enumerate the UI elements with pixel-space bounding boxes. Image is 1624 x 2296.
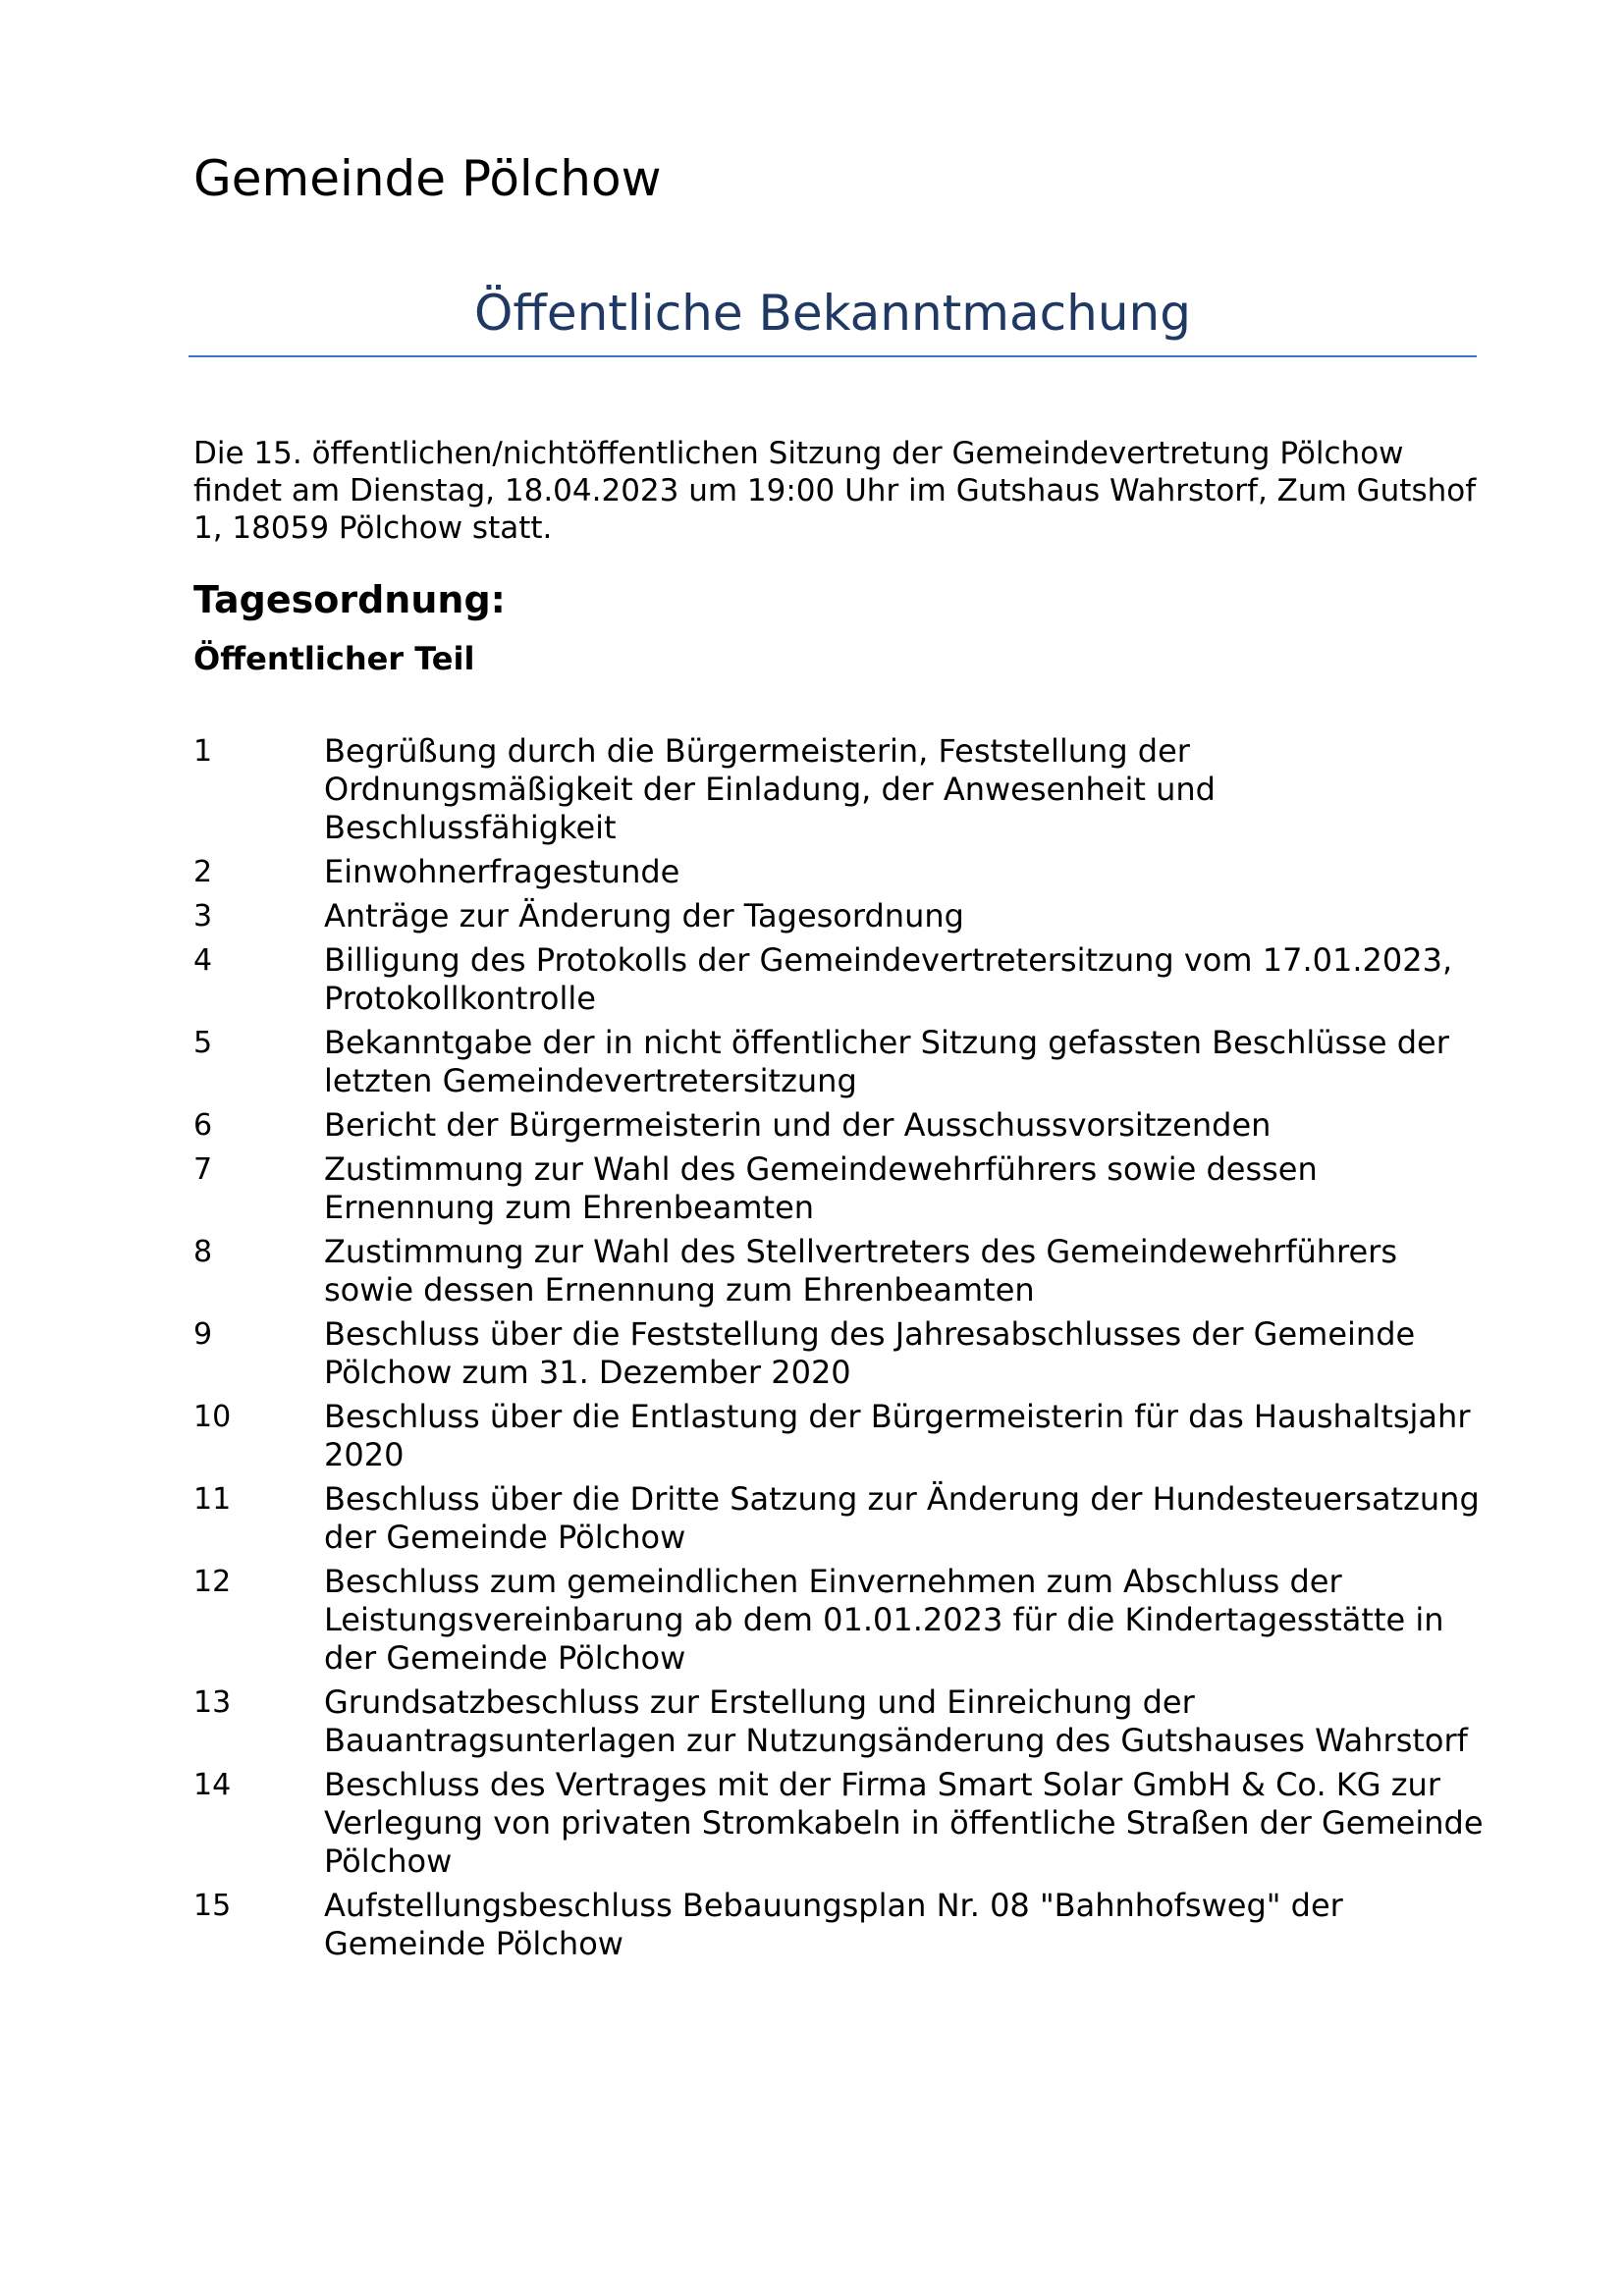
agenda-item — [193, 1024, 1489, 1100]
agenda-item — [193, 853, 1489, 891]
agenda-item-text: Begrüßung durch die Bürgermeisterin, Feststellung der Ordnungsmäßigkeit der Einladung, der Anwesenheit und Beschlussfähigkeit — [324, 732, 1216, 846]
agenda-item-number: 4 — [193, 943, 213, 978]
agenda-item — [193, 1563, 1489, 1678]
agenda-item-text: Zustimmung zur Wahl des Stellvertreters des Gemeindewehrführers sowie dessen Ernennung zum Ehrenbeamten — [324, 1233, 1397, 1308]
agenda-item-number: 15 — [193, 1889, 232, 1923]
agenda-item — [193, 732, 1489, 847]
agenda-item-text: Beschluss zum gemeindlichen Einvernehmen zum Abschluss der Leistungsvereinbarung ab dem 01.01.2023 für die Kindertagesstätte in der Gemeinde Pölchow — [324, 1563, 1444, 1677]
agenda-item — [193, 1398, 1489, 1474]
intro-paragraph: Die 15. öffentlichen/nichtöffentlichen Sitzung der Gemeindevertretung Pölchow findet am Dienstag, 18.04.2023 um 19:00 Uhr im Gutshaus Wahrstorf, Zum Gutshof 1, 18059 Pölchow statt. — [193, 436, 1477, 546]
agenda-item-number: 6 — [193, 1108, 213, 1143]
agenda-item-text: Grundsatzbeschluss zur Erstellung und Einreichung der Bauantragsunterlagen zur Nutzungsänderung des Gutshauses Wahrstorf — [324, 1683, 1468, 1759]
agenda-item — [193, 1480, 1489, 1557]
agenda-item-number: 7 — [193, 1152, 213, 1187]
agenda-item-text: Zustimmung zur Wahl des Gemeindewehrführers sowie dessen Ernennung zum Ehrenbeamten — [324, 1150, 1318, 1226]
agenda-item-number: 1 — [193, 734, 213, 769]
agenda-item-text: Beschluss über die Dritte Satzung zur Änderung der Hundesteuersatzung der Gemeinde Pölchow — [324, 1480, 1480, 1556]
agenda-item-number: 9 — [193, 1317, 213, 1352]
agenda-item-text: Bekanntgabe der in nicht öffentlicher Sitzung gefassten Beschlüsse der letzten Gemeindevertretersitzung — [324, 1024, 1449, 1099]
agenda-item-text: Beschluss über die Feststellung des Jahresabschlusses der Gemeinde Pölchow zum 31. Dezember 2020 — [324, 1315, 1416, 1391]
agenda-item-text: Bericht der Bürgermeisterin und der Ausschussvorsitzenden — [324, 1106, 1272, 1144]
agenda-item — [193, 897, 1489, 935]
agenda-item-text: Beschluss über die Entlastung der Bürgermeisterin für das Haushaltsjahr 2020 — [324, 1398, 1471, 1473]
agenda-item-text: Billigung des Protokolls der Gemeindevertretersitzung vom 17.01.2023, Protokollkontrolle — [324, 941, 1453, 1017]
agenda-item — [193, 1106, 1489, 1145]
agenda-item — [193, 1887, 1489, 1963]
agenda-item-number: 10 — [193, 1400, 232, 1434]
agenda-item-number: 13 — [193, 1685, 232, 1720]
agenda-item-text: Beschluss des Vertrages mit der Firma Smart Solar GmbH & Co. KG zur Verlegung von privaten Stromkabeln in öffentliche Straßen der Gemeinde Pölchow — [324, 1766, 1484, 1880]
agenda-item — [193, 1683, 1489, 1760]
agenda-item-number: 12 — [193, 1565, 232, 1599]
agenda-item — [193, 1233, 1489, 1309]
agenda-item-number: 8 — [193, 1235, 213, 1269]
agenda-item — [193, 1315, 1489, 1392]
agenda-item — [193, 941, 1489, 1018]
agenda-item-text: Aufstellungsbeschluss Bebauungsplan Nr. 08 "Bahnhofsweg" der Gemeinde Pölchow — [324, 1887, 1343, 1962]
agenda-item-number: 11 — [193, 1482, 232, 1517]
agenda-item-number: 2 — [193, 855, 213, 889]
agenda-item-text: Einwohnerfragestunde — [324, 853, 680, 890]
agenda-item — [193, 1766, 1489, 1881]
agenda-item-number: 3 — [193, 899, 213, 934]
title-divider — [189, 355, 1477, 357]
document-title: Öffentliche Bekanntmachung — [474, 285, 1191, 342]
agenda-item-number: 14 — [193, 1768, 232, 1802]
agenda-item-text: Anträge zur Änderung der Tagesordnung — [324, 897, 964, 934]
public-section-heading: Öffentlicher Teil — [193, 640, 475, 677]
agenda-heading: Tagesordnung: — [193, 578, 506, 621]
agenda-item-number: 5 — [193, 1026, 213, 1060]
agenda-item — [193, 1150, 1489, 1227]
municipality-name: Gemeinde Pölchow — [193, 150, 662, 207]
agenda-list — [193, 732, 1489, 1969]
